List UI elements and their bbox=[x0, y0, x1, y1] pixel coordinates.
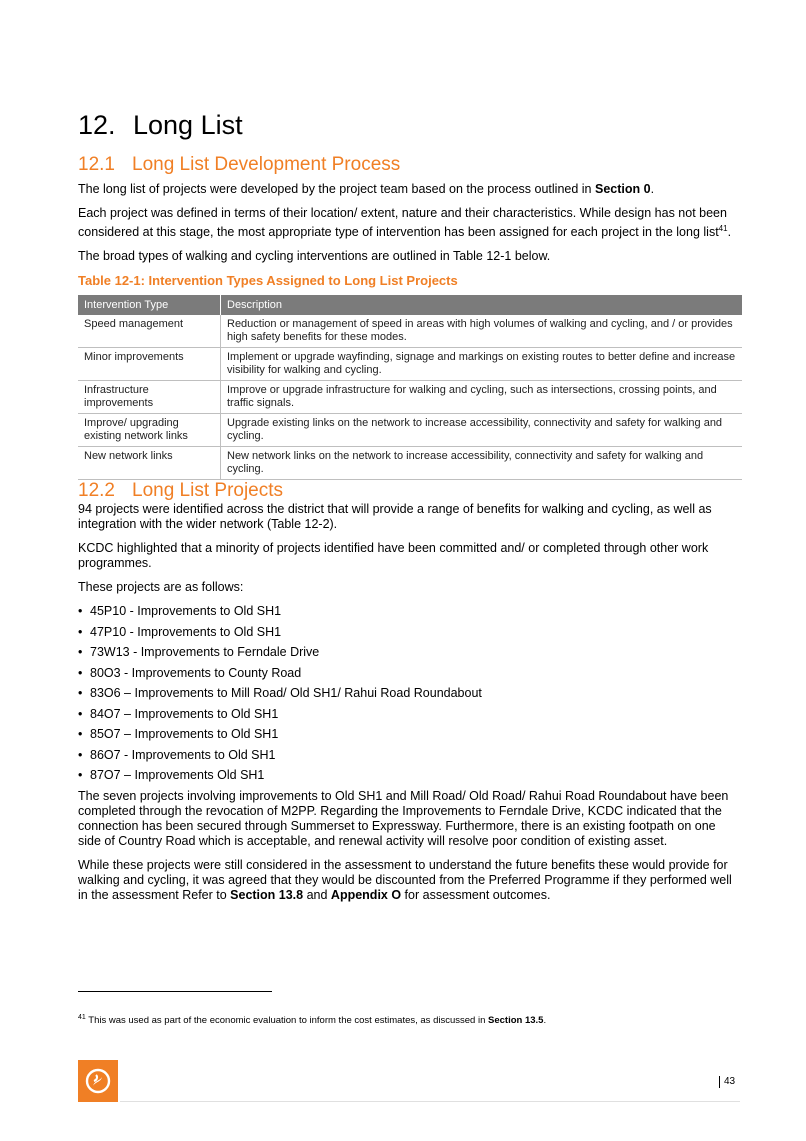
paragraph: While these projects were still considered in the assessment to understand the future benefits these would provide for walking and cycling, it was agreed that they would be discounted from the Preferred Programme if they performed well in the assessment Refer to Section 13.8 and Appendix O for assessment outcomes. bbox=[78, 858, 732, 903]
intervention-types-table bbox=[78, 295, 742, 480]
chapter-title-text: Long List bbox=[133, 110, 243, 140]
table-cell: Infrastructure improvements bbox=[78, 381, 221, 414]
section-title: Long List Development Process bbox=[132, 154, 401, 175]
table-cell: Improve or upgrade infrastructure for walking and cycling, such as intersections, crossing points, and traffic signals. bbox=[221, 381, 743, 414]
project-list bbox=[78, 604, 742, 783]
list-item: • 47P10 - Improvements to Old SH1 bbox=[78, 625, 742, 640]
table-cell: Minor improvements bbox=[78, 348, 221, 381]
footnote: $^{41}$ This was used as part of the economic evaluation to inform the cost estimates, as discussed in Section 13.5. bbox=[78, 1014, 547, 1027]
section-heading-12-2 bbox=[78, 480, 742, 502]
section-body bbox=[78, 182, 742, 912]
list-item: • 45P10 - Improvements to Old SH1 bbox=[78, 604, 742, 619]
list-item: • 80O3 - Improvements to County Road bbox=[78, 666, 742, 681]
table-header-cell: Description bbox=[221, 295, 743, 315]
table-header-cell: Intervention Type bbox=[78, 295, 221, 315]
list-item: • 85O7 – Improvements to Old SH1 bbox=[78, 727, 742, 742]
paragraph: These projects are as follows: bbox=[78, 580, 244, 595]
paragraph: The long list of projects were developed by the project team based on the process outlined in Section 0. bbox=[78, 182, 655, 196]
footnote-number: 41 bbox=[78, 1014, 86, 1021]
list-item: • 87O7 – Improvements Old SH1 bbox=[78, 768, 742, 783]
section-number: 12.2 bbox=[78, 480, 115, 502]
footer-divider bbox=[120, 1101, 740, 1102]
section-title: Long List Projects bbox=[132, 480, 284, 502]
table-cell: New network links on the network to increase accessibility, connectivity and safety for walking and cycling. bbox=[221, 447, 743, 480]
section-reference-link[interactable]: Section 13.5 bbox=[488, 1015, 544, 1027]
list-item: • 83O6 – Improvements to Mill Road/ Old SH1/ Rahui Road Roundabout bbox=[78, 686, 742, 701]
table-cell: Upgrade existing links on the network to increase accessibility, connectivity and safety for walking and cycling. bbox=[221, 414, 743, 447]
section-number: 12.1 bbox=[78, 154, 115, 175]
appendix-reference-link[interactable]: Appendix O bbox=[330, 888, 402, 903]
table-row bbox=[78, 315, 742, 348]
page-number: 43 bbox=[719, 1076, 735, 1088]
table-cell: Speed management bbox=[78, 315, 221, 348]
logo-mark-icon bbox=[85, 1068, 111, 1094]
paragraph: KCDC highlighted that a minority of projects identified have been committed and/ or completed through other work programmes. bbox=[78, 541, 709, 571]
list-item: • 73W13 - Improvements to Ferndale Drive bbox=[78, 645, 742, 660]
table-caption: Table 12-1: Intervention Types Assigned to Long List Projects bbox=[78, 273, 458, 289]
chapter-title bbox=[78, 110, 243, 141]
paragraph: The broad types of walking and cycling interventions are outlined in Table 12-1 below. bbox=[78, 249, 551, 264]
footnote-ref[interactable]: 41 bbox=[718, 224, 728, 233]
table-cell: New network links bbox=[78, 447, 221, 480]
table-header-row bbox=[78, 295, 742, 315]
chapter-number: 12. bbox=[78, 110, 116, 140]
table-row bbox=[78, 414, 742, 447]
table-cell: Implement or upgrade wayfinding, signage and markings on existing routes to better define and increase visibility for walking and cycling. bbox=[221, 348, 743, 381]
section-reference-link[interactable]: Section 13.8 bbox=[230, 888, 304, 903]
paragraph: The seven projects involving improvements to Old SH1 and Mill Road/ Old Road/ Rahui Road Roundabout have been completed through the revocation of M2PP. Regarding the Improvements to Ferndale Drive, KCDC indicated that the connection has been secured through Summerset to Expressway. Furthermore, there is an existing footpath on one side of Country Road which is acceptable, and renewal activity will resolve poor condition of existing asset. bbox=[78, 789, 729, 849]
table-row bbox=[78, 447, 742, 480]
paragraph: 94 projects were identified across the district that will provide a range of benefits for walking and cycling, as well as integration with the wider network (Table 12-2). bbox=[78, 502, 712, 532]
section-heading-12-1 bbox=[78, 154, 400, 176]
footnote-divider bbox=[78, 991, 272, 992]
table-row bbox=[78, 381, 742, 414]
table-cell: Improve/ upgrading existing network links bbox=[78, 414, 221, 447]
table-cell: Reduction or management of speed in areas with high volumes of walking and cycling, and / or provides high safety benefits for these modes. bbox=[221, 315, 743, 348]
list-item: • 84O7 – Improvements to Old SH1 bbox=[78, 707, 742, 722]
list-item: • 86O7 - Improvements to Old SH1 bbox=[78, 748, 742, 763]
company-logo-icon bbox=[78, 1060, 118, 1102]
section-reference-link[interactable]: Section 0 bbox=[594, 182, 651, 196]
table-row bbox=[78, 348, 742, 381]
paragraph: Each project was defined in terms of their location/ extent, nature and their characteristics. While design has not been considered at this stage, the most appropriate type of intervention has been assigned for each project in the long list$^{41}$. bbox=[78, 206, 732, 240]
